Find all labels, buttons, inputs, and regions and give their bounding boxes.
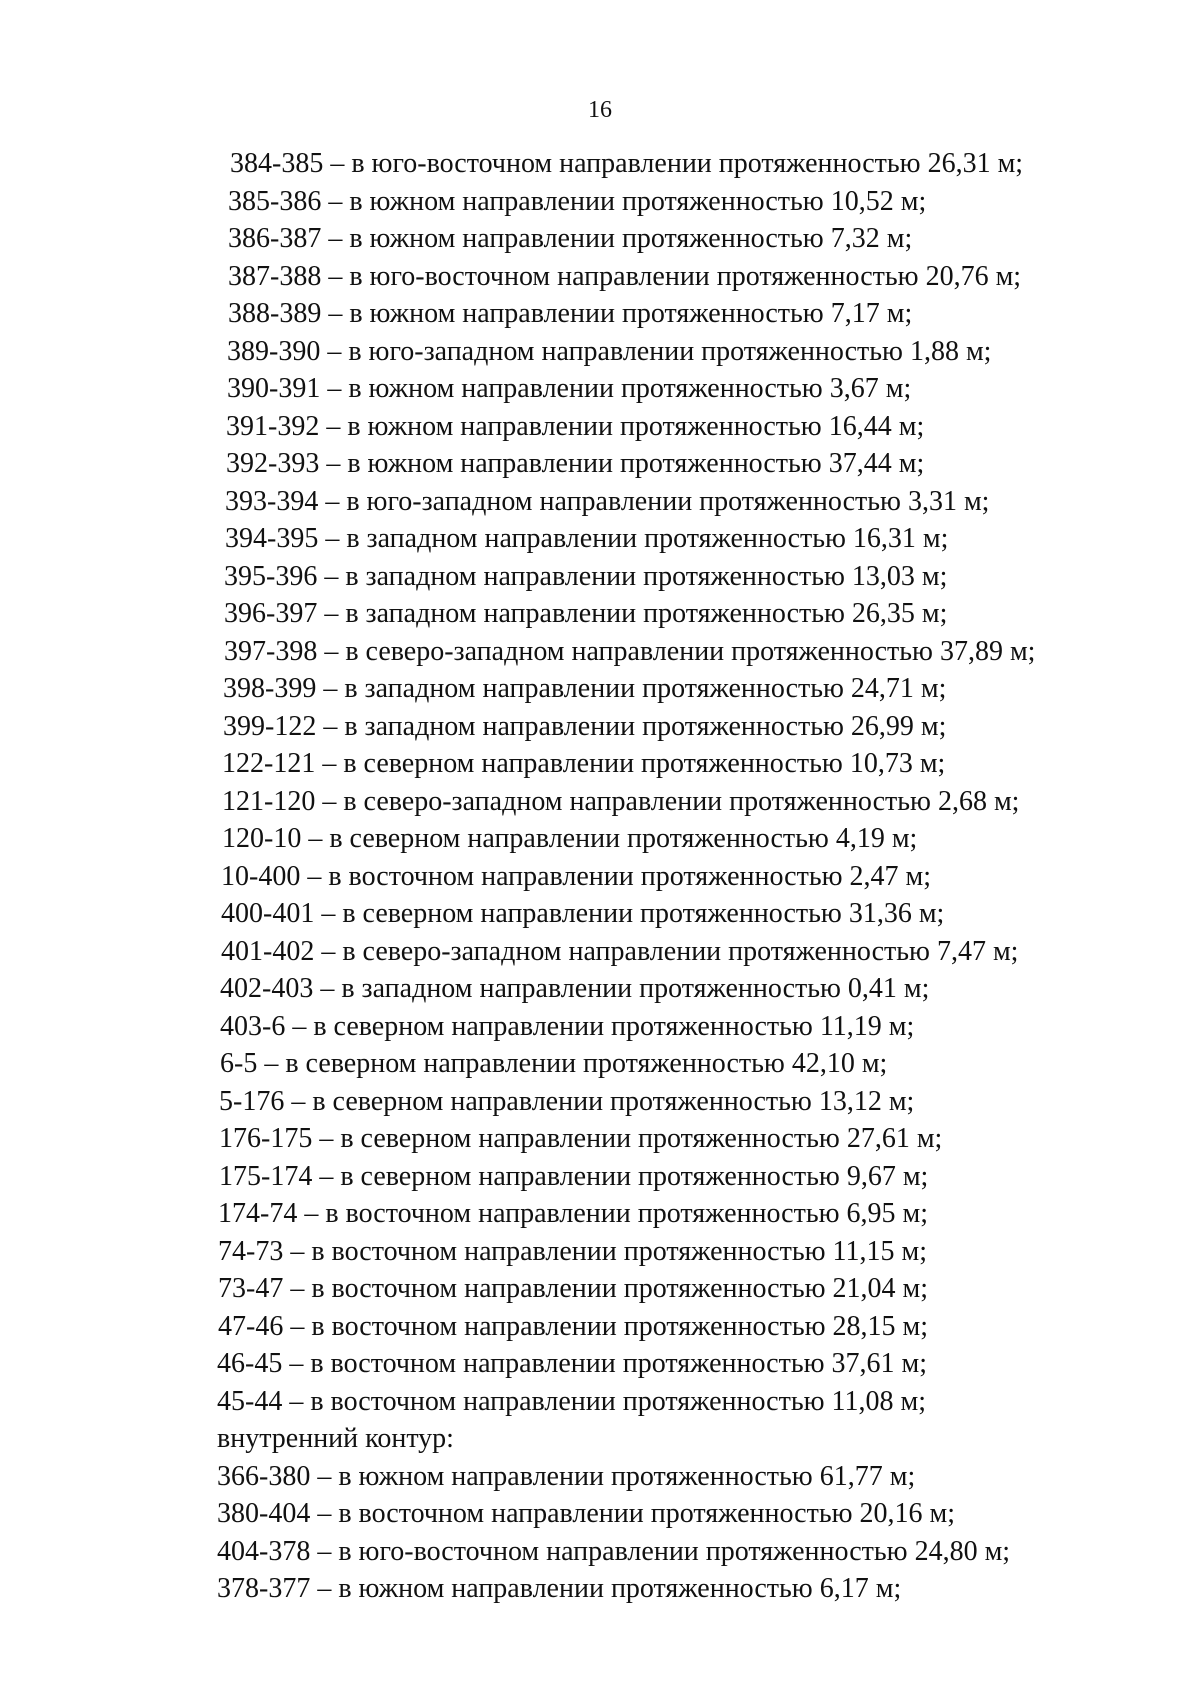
boundary-segment-line: 387-388 – в юго-восточном направлении протяженностью 20,76 м; — [228, 260, 1022, 292]
boundary-segment-line: 389-390 – в юго-западном направлении протяженностью 1,88 м; — [227, 335, 992, 367]
boundary-segment-line: 120-10 – в северном направлении протяженностью 4,19 м; — [222, 823, 918, 854]
boundary-segment-line: 121-120 – в северо-западном направлении протяженностью 2,68 м; — [222, 785, 1020, 817]
boundary-segment-line: 402-403 – в западном направлении протяженностью 0,41 м; — [220, 973, 930, 1004]
boundary-segment-line: 46-45 – в восточном направлении протяженностью 37,61 м; — [217, 1348, 928, 1379]
boundary-segment-line: 10-400 – в восточном направлении протяженностью 2,47 м; — [221, 860, 932, 892]
boundary-segment-line: 396-397 – в западном направлении протяженностью 26,35 м; — [224, 598, 948, 629]
boundary-segment-line: 400-401 – в северном направлении протяженностью 31,36 м; — [221, 898, 945, 929]
boundary-segment-line: 397-398 – в северо-западном направлении протяженностью 37,89 м; — [224, 635, 1036, 667]
boundary-segment-line: 380-404 – в восточном направлении протяженностью 20,16 м; — [217, 1498, 956, 1529]
boundary-segment-line: 5-176 – в северном направлении протяженностью 13,12 м; — [219, 1085, 915, 1117]
boundary-segment-line: 175-174 – в северном направлении протяженностью 9,67 м; — [219, 1160, 929, 1192]
section-heading-inner-contour: внутренний контур: — [217, 1423, 454, 1454]
boundary-segment-line: 73-47 – в восточном направлении протяженностью 21,04 м; — [218, 1273, 929, 1304]
boundary-segment-line: 176-175 – в северном направлении протяженностью 27,61 м; — [219, 1123, 943, 1154]
page-number: 16 — [588, 97, 612, 123]
boundary-segment-line: 404-378 – в юго-восточном направлении протяженностью 24,80 м; — [217, 1535, 1011, 1567]
boundary-segment-line: 395-396 – в западном направлении протяженностью 13,03 м; — [224, 560, 948, 592]
boundary-segment-line: 399-122 – в западном направлении протяженностью 26,99 м; — [223, 710, 947, 742]
boundary-segment-line: 394-395 – в западном направлении протяженностью 16,31 м; — [225, 523, 949, 554]
boundary-segment-line: 384-385 – в юго-восточном направлении протяженностью 26,31 м; — [230, 148, 1024, 179]
boundary-segment-line: 403-6 – в северном направлении протяженностью 11,19 м; — [220, 1010, 915, 1042]
boundary-segment-line: 398-399 – в западном направлении протяженностью 24,71 м; — [223, 673, 947, 704]
boundary-segment-line: 366-380 – в южном направлении протяженностью 61,77 м; — [217, 1460, 916, 1492]
boundary-segment-line: 47-46 – в восточном направлении протяженностью 28,15 м; — [218, 1310, 929, 1342]
boundary-segment-line: 386-387 – в южном направлении протяженностью 7,32 м; — [228, 223, 913, 254]
boundary-description-list — [0, 145, 1200, 1608]
boundary-segment-line: 385-386 – в южном направлении протяженностью 10,52 м; — [228, 185, 927, 217]
boundary-segment-line: 45-44 – в восточном направлении протяженностью 11,08 м; — [217, 1385, 926, 1417]
boundary-segment-line: 393-394 – в юго-западном направлении протяженностью 3,31 м; — [225, 485, 990, 517]
boundary-segment-line: 401-402 – в северо-западном направлении протяженностью 7,47 м; — [221, 935, 1019, 967]
boundary-segment-line: 122-121 – в северном направлении протяженностью 10,73 м; — [222, 748, 946, 779]
boundary-segment-line: 391-392 – в южном направлении протяженностью 16,44 м; — [226, 410, 925, 442]
boundary-segment-line: 74-73 – в восточном направлении протяженностью 11,15 м; — [218, 1235, 927, 1267]
boundary-segment-line: 174-74 – в восточном направлении протяженностью 6,95 м; — [218, 1198, 929, 1229]
boundary-segment-line: 390-391 – в южном направлении протяженностью 3,67 м; — [227, 373, 912, 404]
boundary-segment-line: 378-377 – в южном направлении протяженностью 6,17 м; — [217, 1573, 902, 1604]
boundary-segment-line: 392-393 – в южном направлении протяженностью 37,44 м; — [226, 448, 925, 479]
boundary-segment-line: 388-389 – в южном направлении протяженностью 7,17 м; — [228, 298, 913, 329]
boundary-segment-line: 6-5 – в северном направлении протяженностью 42,10 м; — [220, 1048, 888, 1079]
